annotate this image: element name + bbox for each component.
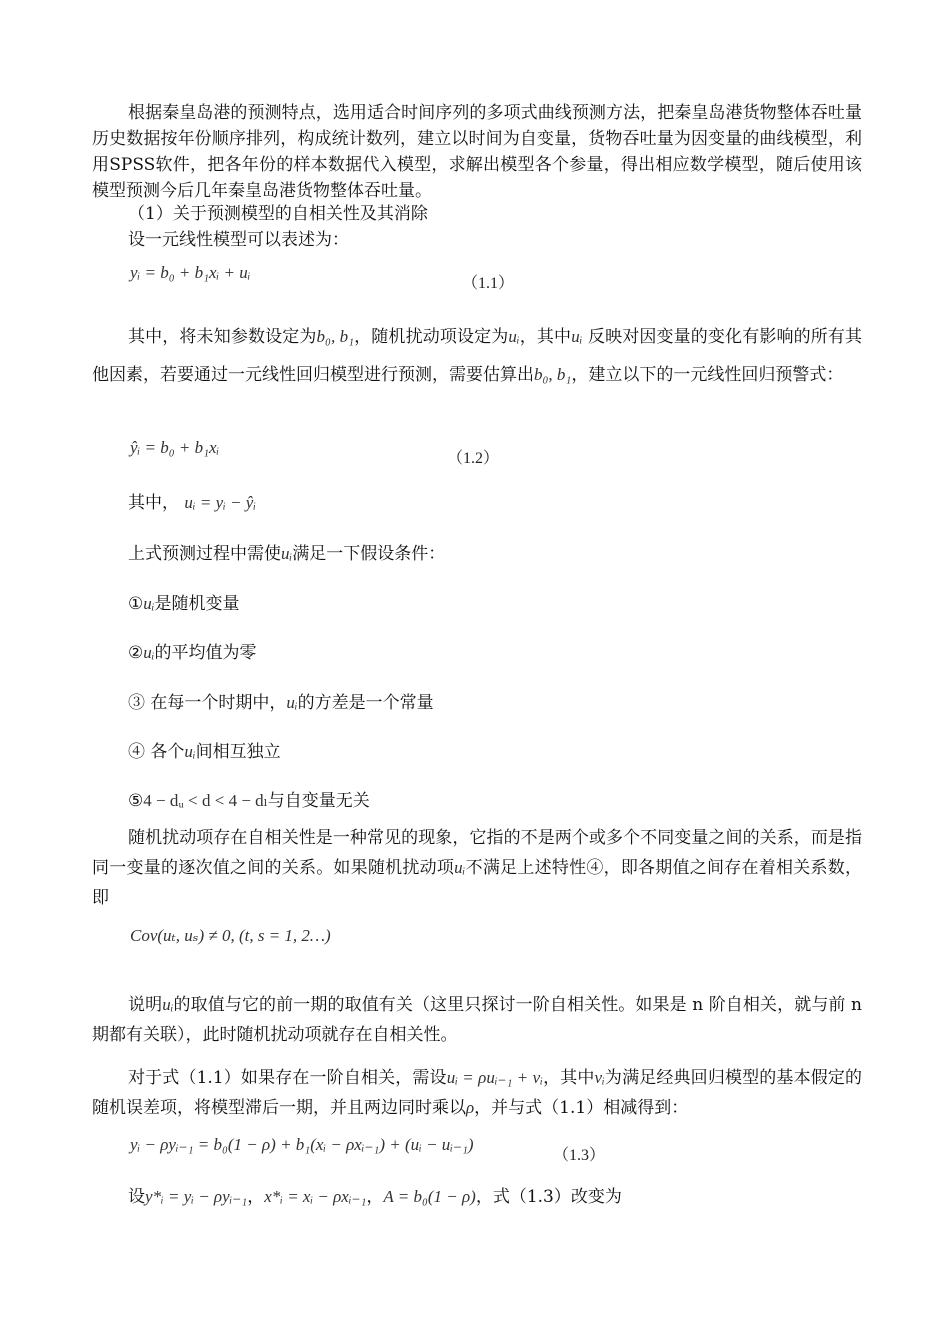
assumption-text: 间相互独立 <box>195 742 281 762</box>
assumption-marker: ④ 各个 <box>128 742 185 762</box>
where2-line <box>128 492 256 514</box>
ui-symbol: uᵢ <box>508 327 520 346</box>
model-intro: 设一元线性模型可以表述为： <box>128 230 349 250</box>
explain-text-a: 说明 <box>128 995 163 1015</box>
where-text-d: 反映对因变量的变化有影响的所有其他因素，若要通过一元线性回归模型进行预测，需要估算出 <box>92 327 863 385</box>
assumption-marker: ③ 在每一个时期中， <box>128 693 287 713</box>
ui-symbol: uᵢ <box>143 594 155 613</box>
params-b0-b1: b₀, b₁ <box>534 365 572 384</box>
set-text-a: 设 <box>128 1187 145 1207</box>
ui-symbol: uᵢ <box>281 544 293 563</box>
where-text-c: ，其中 <box>519 327 572 347</box>
assumption-marker: ⑤ <box>128 791 144 811</box>
where-text-a: 其中，将未知参数设定为 <box>128 327 317 347</box>
params-b0-b1: b₀, b₁ <box>316 327 355 346</box>
auto-text-b: 不满足上述特性④，即各期值之间存在着相关系数，即 <box>92 858 863 908</box>
assumption-4 <box>128 741 281 763</box>
assumption-marker: ② <box>128 643 144 663</box>
ui-symbol: uᵢ <box>184 742 196 761</box>
assume-intro-b: 满足一下假设条件： <box>292 544 446 564</box>
rho-symbol: ρ <box>466 1098 475 1117</box>
explain-paragraph <box>92 990 862 1050</box>
equation-1-1: yᵢ = b₀ + b₁xᵢ + uᵢ <box>130 263 251 282</box>
ui-symbol: uᵢ <box>162 995 174 1014</box>
ystar-formula: y*ᵢ = yᵢ − ρyᵢ₋₁ <box>145 1187 248 1206</box>
assume-intro-a: 上式预测过程中需使 <box>128 544 281 564</box>
section-heading: （1）关于预测模型的自相关性及其消除 <box>128 204 428 224</box>
auto-text-a: 随机扰动项存在自相关性是一种常见的现象，它指的不是两个或多个不同变量之间的关系，而是指同一变量的逐次值之间的关系。如果随机扰动项 <box>92 828 862 878</box>
where-paragraph-rest <box>92 318 862 394</box>
assumption-text: 的平均值为零 <box>154 643 257 663</box>
assumption-text: 的方差是一个常量 <box>297 693 434 713</box>
set-text-b: ，式（1.3）改变为 <box>475 1187 622 1207</box>
equation-1-2-number: （1.2） <box>447 450 500 467</box>
covariance-formula: Cov(uₜ, uₛ) ≠ 0, (t, s = 1, 2…) <box>130 926 331 945</box>
ui-symbol: uᵢ <box>286 693 298 712</box>
first-text-a: 对于式（1.1）如果存在一阶自相关，需设 <box>128 1068 447 1088</box>
assumption-5 <box>128 790 370 812</box>
first-text-b: ，其中 <box>542 1068 595 1088</box>
where-text-b: ，随机扰动项设定为 <box>354 327 509 347</box>
first-text-d: ，并与式（1.1）相减得到： <box>474 1098 689 1118</box>
ar1-formula: uᵢ = ρuᵢ₋₁ + vᵢ <box>446 1068 543 1087</box>
equation-1-3-number: （1.3） <box>553 1147 606 1164</box>
where-text-e: ，建立以下的一元线性回归预警式： <box>571 365 844 385</box>
ui-symbol: uᵢ <box>143 643 155 662</box>
equation-1-3: yᵢ − ρyᵢ₋₁ = b₀(1 − ρ) + b₁(xᵢ − ρxᵢ₋₁) + (uᵢ − uᵢ₋₁) <box>130 1135 474 1154</box>
xstar-formula: x*ᵢ = xᵢ − ρxᵢ₋₁ <box>264 1187 367 1206</box>
equation-1-2: ŷᵢ = b₀ + b₁xᵢ <box>130 438 220 457</box>
first-text-c: 为满足经典回归模型的基本假定的随机误差项，将模型滞后一期，并且两边同时乘以 <box>92 1068 863 1118</box>
first-order-paragraph <box>92 1063 862 1123</box>
assumption-marker: ① <box>128 594 144 614</box>
A-formula: A = b₀(1 − ρ) <box>383 1187 476 1206</box>
assumption-text: 是随机变量 <box>154 594 240 614</box>
ui-symbol: uᵢ <box>454 858 466 877</box>
equation-1-1-number: （1.1） <box>462 275 515 292</box>
durbin-watson-range: 4 − dᵤ < d < 4 − dₗ <box>143 791 268 810</box>
ui-symbol: uᵢ <box>571 327 583 346</box>
intro-paragraph: 根据秦皇岛港的预测特点，选用适合时间序列的多项式曲线预测方法，把秦皇岛港货物整体吞吐量历史数据按年份顺序排列，构成统计数列，建立以时间为自变量，货物吞吐量为因变量的曲线模型，利用SPSS软件，把各年份的样本数据代入模型，求解出模型各个参量，得出相应数学模型，随后使用该模型预测今后几年秦皇岛港货物整体吞吐量。 <box>92 103 862 201</box>
where2-label: 其中， <box>128 493 179 513</box>
assumption-1 <box>128 593 239 615</box>
assumption-2 <box>128 642 256 664</box>
assumption-text: 与自变量无关 <box>267 791 370 811</box>
explain-text-b: 的取值与它的前一期的取值有关（这里只探讨一阶自相关性。如果是 n 阶自相关，就与前 n 期都有关联），此时随机扰动项就存在自相关性。 <box>92 995 863 1045</box>
set-line: 设y*ᵢ = yᵢ − ρyᵢ₋₁，x*ᵢ = xᵢ − ρxᵢ₋₁，A = b₀(1 − ρ)，式（1.3）改变为 <box>128 1187 622 1207</box>
residual-formula: uᵢ = yᵢ − ŷᵢ <box>184 493 257 512</box>
assumption-3 <box>128 692 434 714</box>
vi-symbol: vᵢ <box>594 1068 605 1087</box>
assume-intro-line <box>128 543 445 565</box>
autocorrelation-paragraph <box>92 823 862 913</box>
